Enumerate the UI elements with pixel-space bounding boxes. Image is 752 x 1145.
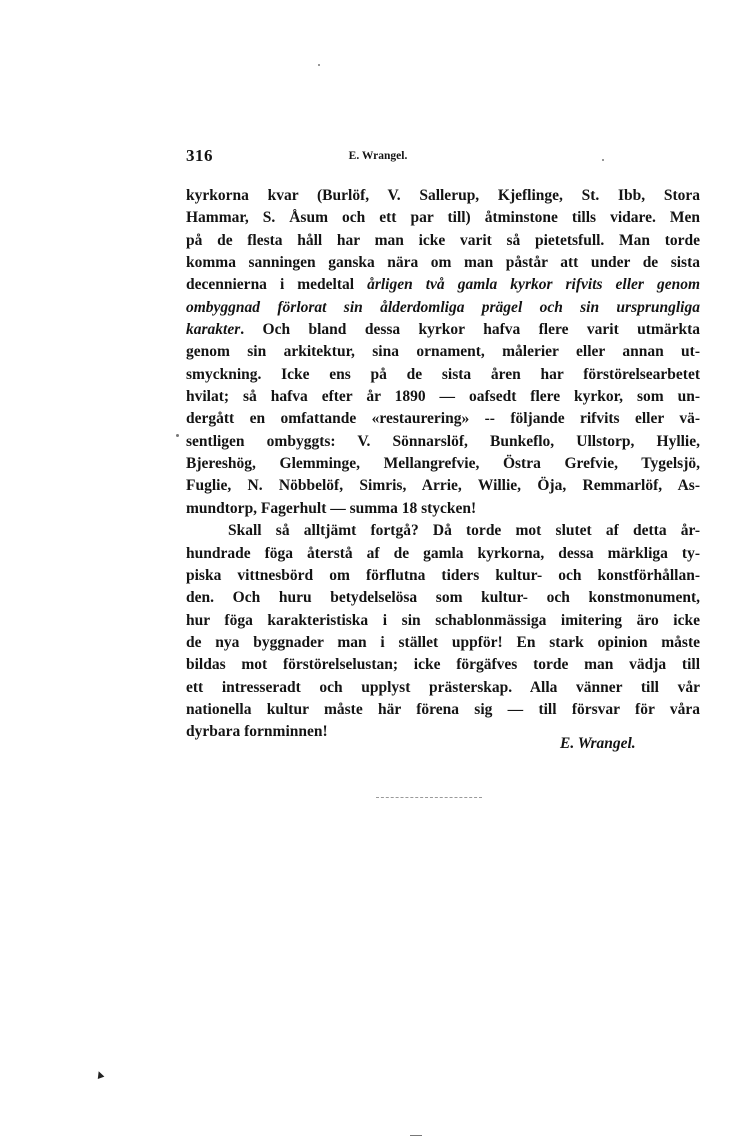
scan-speck — [318, 64, 320, 66]
decorative-rule — [376, 797, 482, 798]
text-line: nationella kultur måste här förena sig — till försvar för våra — [186, 700, 700, 718]
running-head: E. Wrangel. — [348, 150, 408, 162]
text-line: genom sin arkitektur, sina ornament, målerier eller annan ut- — [186, 343, 700, 361]
text-line: sentligen ombyggts: V. Sönnarslöf, Bunkeflo, Ullstorp, Hyllie, — [186, 432, 700, 450]
text-line: dergått en omfattande «restaurering» -- följande rifvits eller vä- — [186, 410, 700, 428]
text-line: mundtorp, Fagerhult — summa 18 stycken! — [186, 499, 477, 517]
text-line: Fuglie, N. Nöbbelöf, Simris, Arrie, Willie, Öja, Remmarlöf, As- — [186, 477, 700, 495]
text-line: på de flesta håll har man icke varit så pietetsfull. Man torde — [186, 231, 700, 249]
text-line: Skall så alltjämt fortgå? Då torde mot slutet af detta år- — [228, 522, 700, 540]
text-line: den. Och huru betydelselösa som kultur- och konstmonument, — [186, 589, 700, 607]
text-line: Bjereshög, Glemminge, Mellangrefvie, Östra Grefvie, Tygelsjö, — [186, 455, 700, 473]
text-line — [186, 274, 700, 296]
text-line: de nya byggnader man i stället uppför! En stark opinion måste — [186, 633, 700, 651]
scan-speck — [176, 434, 179, 437]
body-text — [186, 185, 700, 744]
text-line: Hammar, S. Åsum och ett par till) åtminstone tills vidare. Men — [186, 209, 700, 227]
text-run: . Och bland dessa kyrkor hafva flere varit utmärkta — [240, 321, 700, 339]
text-line: bildas mot förstörelselustan; icke förgäfves torde man vädja till — [186, 656, 700, 674]
text-line: hvilat; så hafva efter år 1890 — oafsedt flere kyrkor, som un- — [186, 388, 700, 406]
text-line: dyrbara fornminnen! — [186, 723, 328, 741]
text-line: hur föga karakteristiska i sin schablonmässiga imitering äro icke — [186, 611, 700, 629]
signature: E. Wrangel. — [560, 735, 636, 752]
text-line: piska vittnesbörd om förflutna tiders kultur- och konstförhållan- — [186, 566, 700, 584]
text-run: decennierna i medeltal — [186, 276, 368, 294]
text-line: ett intresseradt och upplyst prästerskap. Alla vänner till vår — [186, 678, 700, 696]
scan-mark-icon: ▲ — [91, 1065, 108, 1083]
text-line: kyrkorna kvar (Burlöf, V. Sallerup, Kjeflinge, St. Ibb, Stora — [186, 187, 700, 204]
text-line: smyckning. Icke ens på de sista åren har förstörelsearbetet — [186, 365, 700, 383]
scan-speck — [602, 159, 604, 161]
text-line: ombyggnad förlorat sin ålderdomliga prägel och sin ursprungliga — [186, 298, 700, 316]
emphasis-text: karakter — [186, 321, 241, 339]
text-line — [186, 319, 700, 341]
text-line: hundrade föga återstå af de gamla kyrkorna, dessa märkliga ty- — [186, 544, 700, 562]
emphasis-text: årligen två gamla kyrkor rifvits eller genom — [367, 276, 700, 294]
text-line: komma sanningen ganska nära om man påstår att under de sista — [186, 254, 700, 272]
page-number: 316 — [186, 146, 213, 165]
scan-speck — [410, 1135, 422, 1136]
